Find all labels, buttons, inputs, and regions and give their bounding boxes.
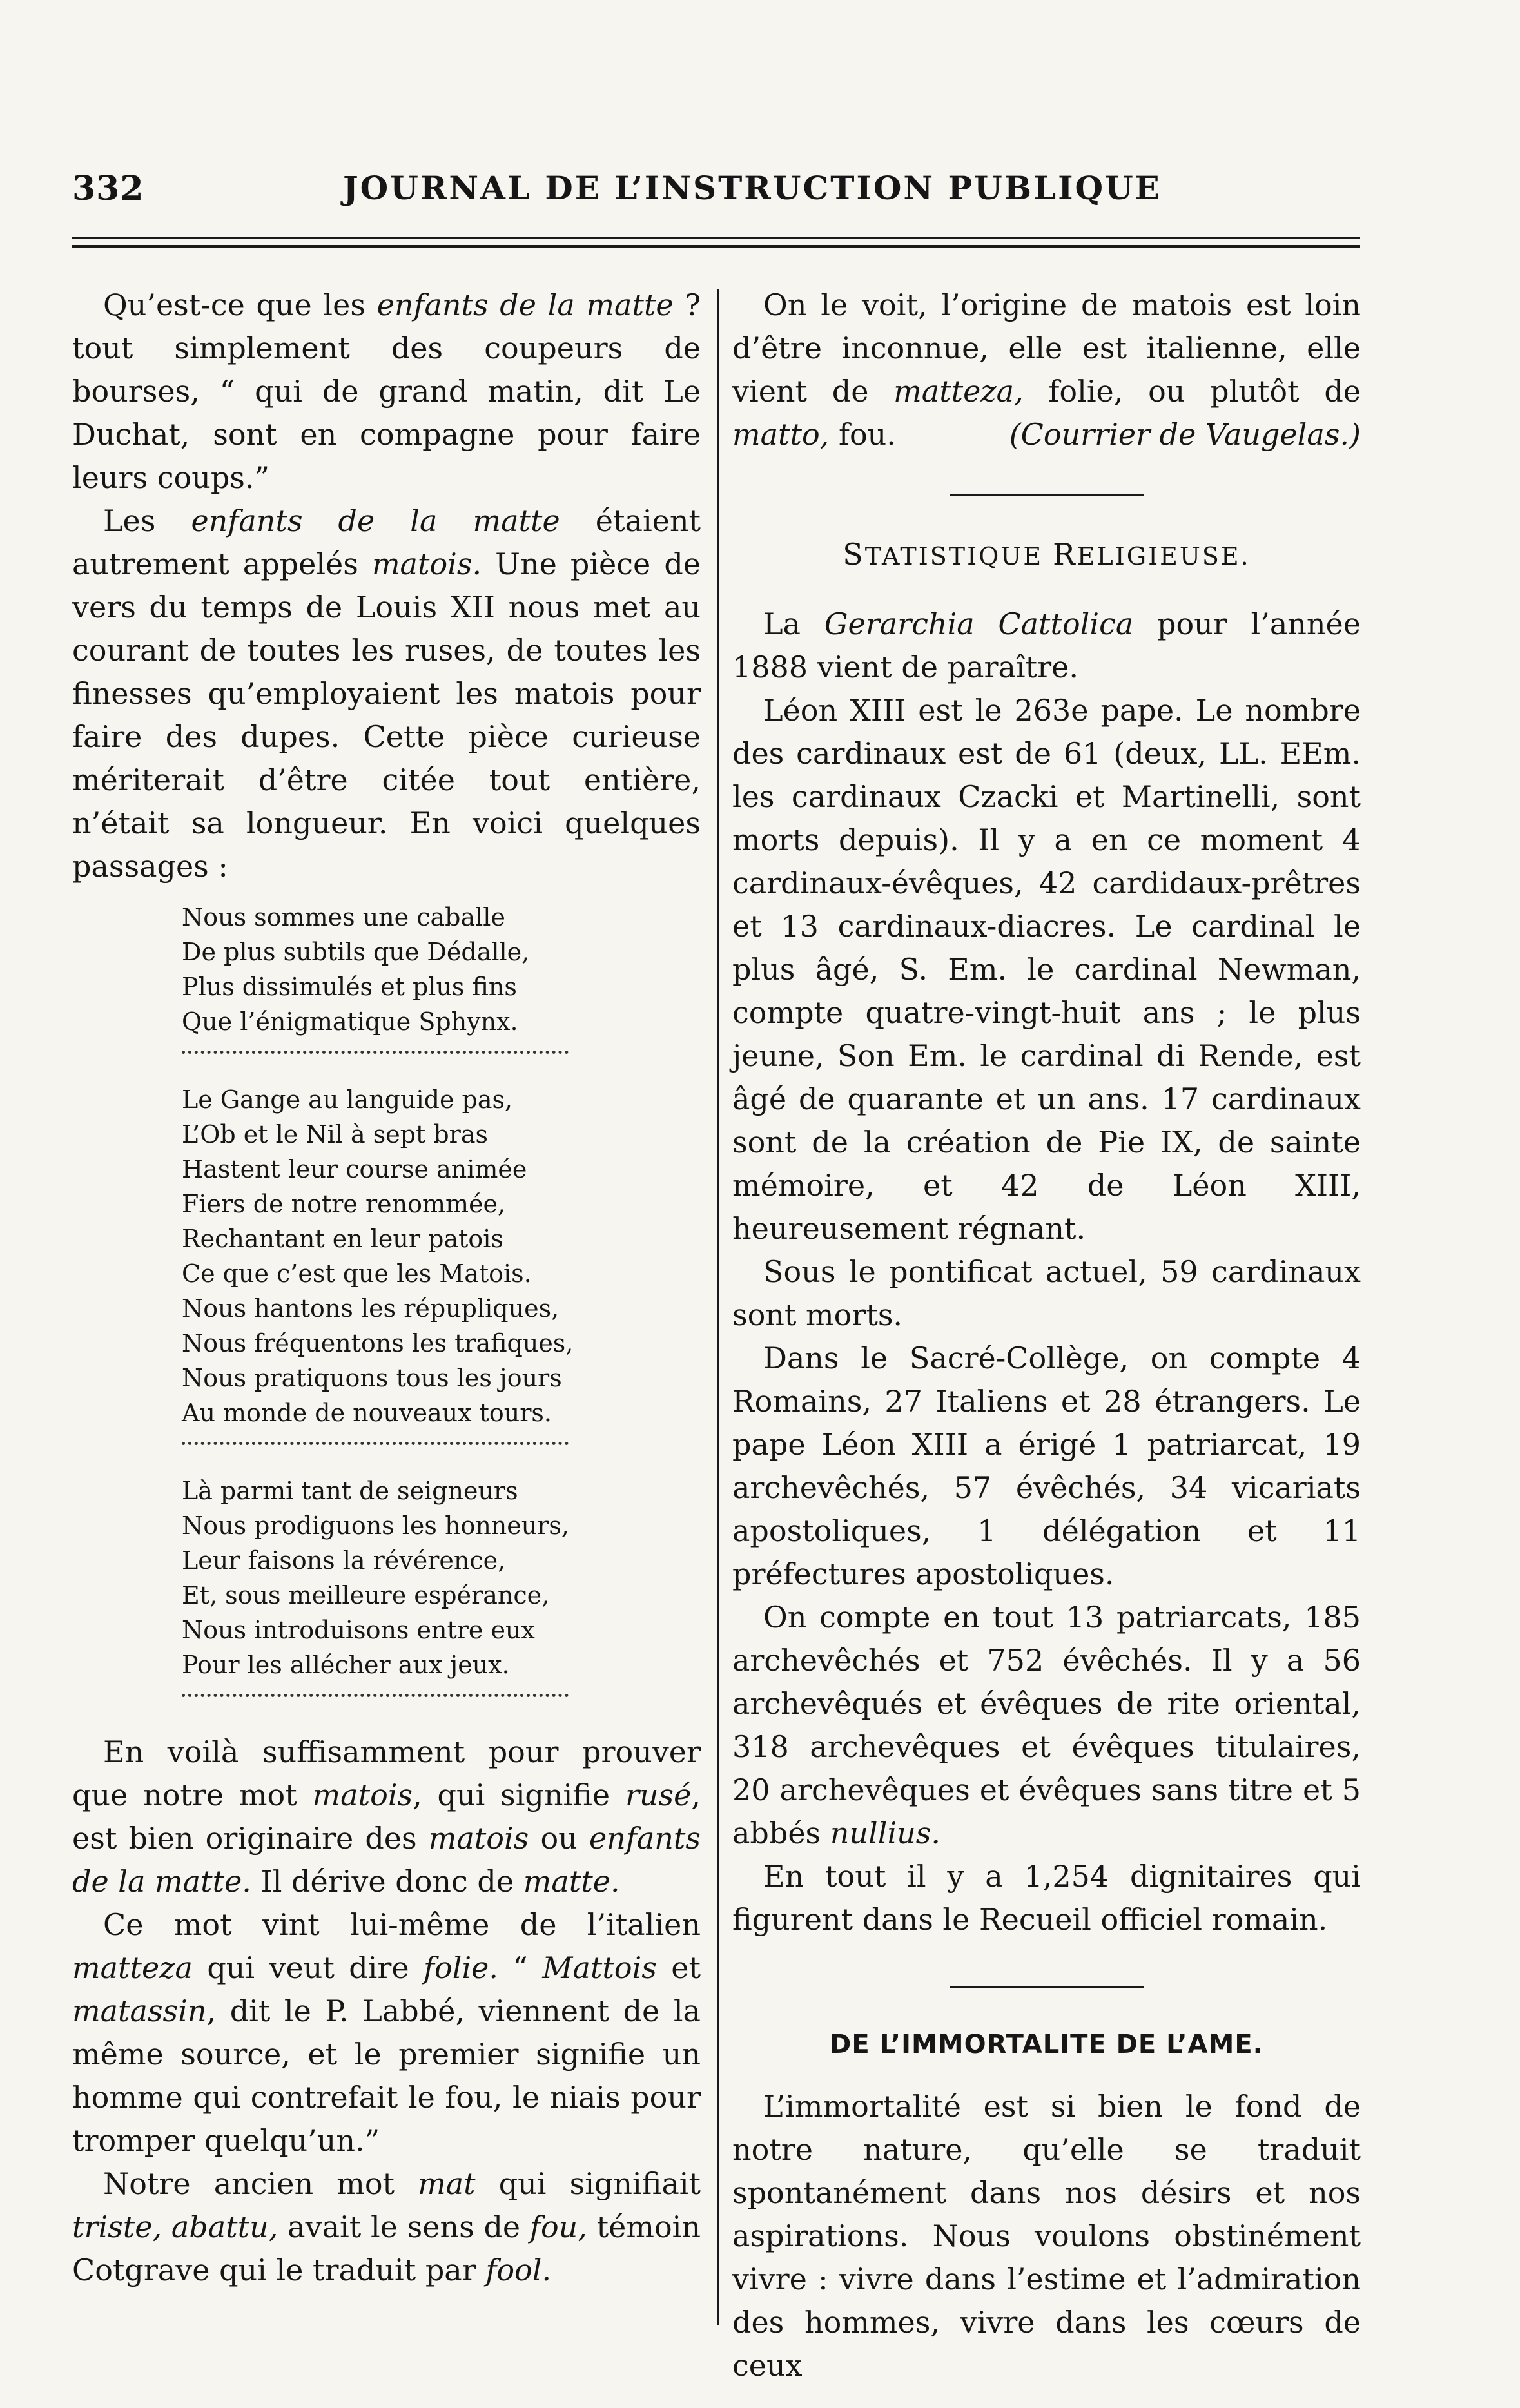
verse-stanza bbox=[182, 1473, 701, 1682]
verse-line: Nous pratiquons tous les jours bbox=[182, 1364, 562, 1392]
attribution: (Courrier de Vaugelas.) bbox=[1009, 417, 1361, 452]
paragraph: En voilà suffisamment pour prouver que notre mot matois, qui signifie rusé, est bien originaire des matois ou enfants de la matte. Il dérive donc de matte. bbox=[72, 1734, 701, 1899]
verse-line: Là parmi tant de seigneurs bbox=[182, 1477, 518, 1505]
paragraph: Les enfants de la matte étaient autrement appelés matois. Une pièce de vers du temps de Louis XII nous met au courant de toutes les ruses, de toutes les finesses qu’employaient les matois pour faire des dupes. Cette pièce curieuse mériterait d’être citée tout entière, n’était sa longueur. En voici quelques passages : bbox=[72, 503, 701, 884]
verse-stanza bbox=[182, 900, 701, 1039]
paragraph: La Gerarchia Cattolica pour l’année 1888 vient de paraître. bbox=[732, 607, 1361, 685]
verse-line: Nous fréquentons les trafiques, bbox=[182, 1329, 574, 1357]
section-title: STATISTIQUE RELIGIEUSE. bbox=[843, 537, 1251, 572]
paragraph: On le voit, l’origine de matois est loin d’être inconnue, elle est italienne, elle vient de matteza, folie, ou plutôt de matto, fou. (Courrier de Vaugelas.) bbox=[732, 284, 1361, 456]
verse-line: De plus subtils que Dédalle, bbox=[182, 938, 530, 966]
verse-line: Que l’énigmatique Sphynx. bbox=[182, 1007, 518, 1036]
page-number: 332 bbox=[72, 169, 144, 208]
header-rule-thick bbox=[72, 245, 1360, 248]
ellipsis-dots bbox=[182, 1685, 569, 1697]
column-divider bbox=[717, 289, 719, 2325]
verse-line: Pour les allécher aux jeux. bbox=[182, 1651, 510, 1679]
paragraph: Ce mot vint lui-même de l’italien matteza qui veut dire folie. “ Mattois et matassin, dit le P. Labbé, viennent de la même source, et le premier signifie un homme qui contrefait le fou, le niais pour tromper quelqu’un.” bbox=[72, 1907, 701, 2158]
paragraph: Dans le Sacré-Collège, on compte 4 Romains, 27 Italiens et 28 étrangers. Le pape Léon XIII a érigé 1 patriarcat, 19 archevêchés, 57 évêchés, 34 vicariats apostoliques, 1 délégation et 11 préfectures apostoliques. bbox=[732, 1341, 1361, 1591]
paragraph: L’immortalité est si bien le fond de notre nature, qu’elle se traduit spontanément dans nos désirs et nos aspirations. Nous voulons obstinément vivre : vivre dans l’estime et l’admiration des hommes, vivre dans les cœurs de ceux bbox=[732, 2089, 1361, 2383]
ellipsis-dots bbox=[182, 1042, 569, 1054]
verse-line: Plus dissimulés et plus fins bbox=[182, 973, 517, 1001]
ellipsis-dots bbox=[182, 1433, 569, 1445]
verse-line: Nous sommes une caballe bbox=[182, 903, 505, 931]
verse-line: Nous hantons les répupliques, bbox=[182, 1294, 560, 1323]
left-column bbox=[72, 284, 701, 2292]
paragraph: En tout il y a 1,254 dignitaires qui figurent dans le Recueil officiel romain. bbox=[732, 1859, 1361, 1937]
section-rule bbox=[950, 494, 1144, 496]
page-header bbox=[72, 169, 1361, 220]
verse-line: Ce que c’est que les Matois. bbox=[182, 1259, 532, 1288]
section-rule bbox=[950, 1986, 1144, 1988]
verse-line: L’Ob et le Nil à sept bras bbox=[182, 1120, 488, 1149]
paragraph: Léon XIII est le 263e pape. Le nombre des cardinaux est de 61 (deux, LL. EEm. les cardinaux Czacki et Martinelli, sont morts depuis). Il y a en ce moment 4 cardinaux-évêques, 42 cardidaux-prêtres et 13 cardinaux-diacres. Le cardinal le plus âgé, S. Em. le cardinal Newman, compte quatre-vingt-huit ans ; le plus jeune, Son Em. le cardinal di Rende, est âgé de quarante et un ans. 17 cardinaux sont de la création de Pie IX, de sainte mémoire, et 42 de Léon XIII, heureusement régnant. bbox=[732, 693, 1361, 1246]
verse-line: Rechantant en leur patois bbox=[182, 1225, 503, 1253]
running-title: JOURNAL DE L’INSTRUCTION PUBLIQUE bbox=[343, 169, 1162, 207]
paragraph: Notre ancien mot mat qui signifiait triste, abattu, avait le sens de fou, témoin Cotgrave qui le traduit par fool. bbox=[72, 2166, 701, 2287]
verse-line: Le Gange au languide pas, bbox=[182, 1085, 513, 1114]
section-title: DE L’IMMORTALITE DE L’AME. bbox=[830, 2030, 1263, 2059]
right-column bbox=[732, 284, 1361, 2387]
paragraph: Qu’est-ce que les enfants de la matte ? tout simplement des coupeurs de bourses, “ qui de grand matin, dit Le Duchat, sont en compagne pour faire leurs coups.” bbox=[72, 287, 701, 495]
verse-line: Hastent leur course animée bbox=[182, 1155, 527, 1183]
verse-line: Leur faisons la révérence, bbox=[182, 1546, 506, 1575]
verse-line: Nous introduisons entre eux bbox=[182, 1616, 535, 1644]
verse-line: Fiers de notre renommée, bbox=[182, 1190, 506, 1218]
paragraph: Sous le pontificat actuel, 59 cardinaux sont morts. bbox=[732, 1254, 1361, 1332]
verse-line: Au monde de nouveaux tours. bbox=[182, 1399, 552, 1427]
verse-line: Et, sous meilleure espérance, bbox=[182, 1581, 550, 1609]
header-rule-thin bbox=[72, 237, 1360, 239]
verse-line: Nous prodiguons les honneurs, bbox=[182, 1511, 569, 1540]
verse-stanza bbox=[182, 1082, 701, 1430]
paragraph: On compte en tout 13 patriarcats, 185 archevêchés et 752 évêchés. Il y a 56 archevêqués et évêques de rite oriental, 318 archevêques et évêques titulaires, 20 archevêques et évêques sans titre et 5 abbés nullius. bbox=[732, 1600, 1361, 1850]
